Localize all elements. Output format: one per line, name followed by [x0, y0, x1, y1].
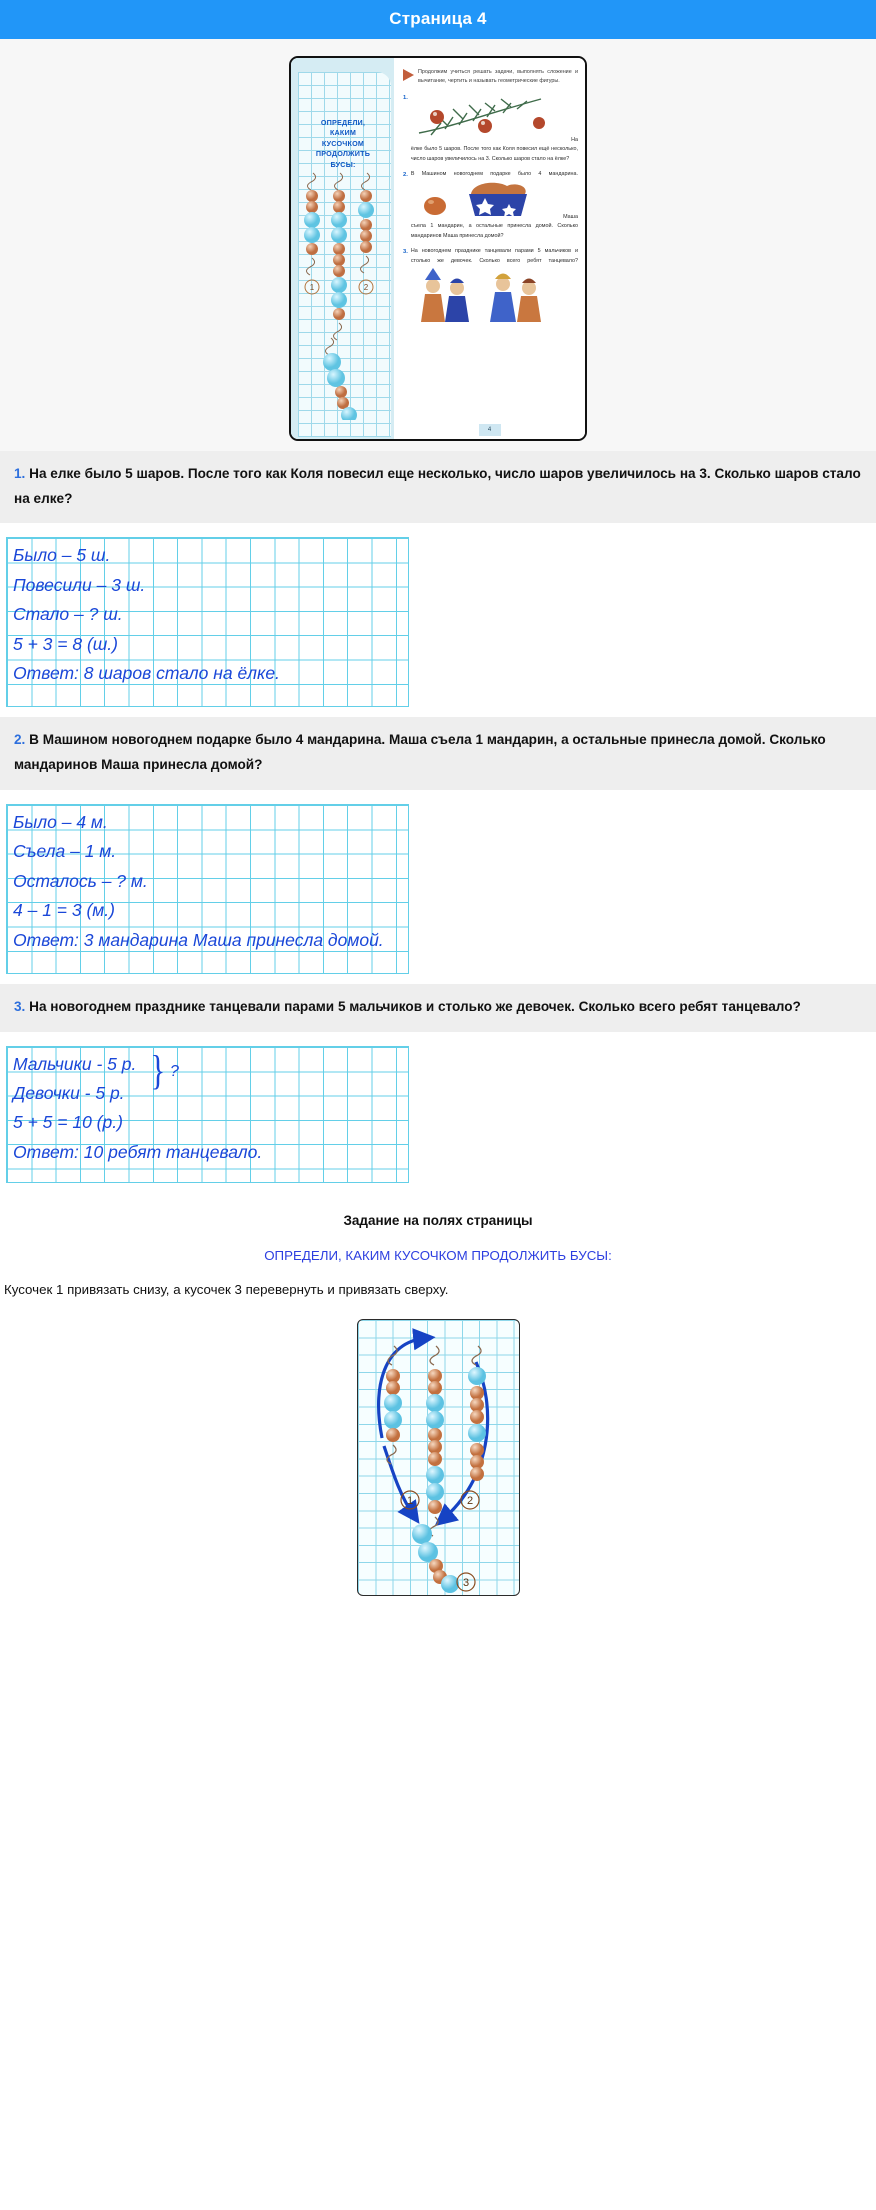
margin-heading-line: КУСОЧКОМ: [321, 138, 365, 148]
margin-heading-line: КАКИМ: [329, 128, 357, 138]
problem-text-3: На новогоднем празднике танцевали парами 5 мальчиков и столько же девочек. Сколько всего ребят танцевало?: [29, 998, 801, 1014]
textbook-text-column: [394, 58, 585, 439]
problem-statement-3: [0, 984, 876, 1032]
beads-illustration: [299, 170, 387, 420]
brace-question-label: ?: [170, 1062, 179, 1080]
gift-bag-picture: [411, 214, 563, 220]
solution-sheet-wrap-1: [0, 523, 876, 717]
page-title: Страница 4: [0, 0, 876, 39]
solution-sheet-3: [6, 1046, 409, 1183]
answer-illustration-wrap: [0, 1297, 876, 1622]
children-dancing-icon: [411, 266, 561, 326]
fir-branch-icon: [411, 93, 561, 141]
christmas-branch-picture: [411, 137, 571, 143]
svg-text:2: 2: [363, 283, 369, 292]
mandarin-and-bag-icon: [411, 180, 551, 218]
margin-heading-line: БУСЫ:: [330, 159, 356, 169]
solution-line: Ответ: 8 шаров стало на ёлке.: [13, 663, 280, 684]
textbook-task-3: 3. На новогоднем празднике танцевали парами 5 мальчиков и столько же девочек. Сколько всего ребят танцевало?: [403, 247, 578, 330]
answer-illustration: [357, 1319, 520, 1596]
solution-line: Повесили – 3 ш.: [13, 574, 146, 595]
solution-line: Стало – ? ш.: [13, 604, 123, 625]
problem-index-3: 3.: [14, 998, 26, 1014]
textbook-task-1: 1. На ёлке было 5 шаров. После того как Коля повесил ещё несколько, число шаров увеличилось на 3. Сколько шаров стало на ёлке?: [403, 94, 578, 162]
problem-statement-2: [0, 717, 876, 789]
solution-line: Осталось – ? м.: [13, 870, 148, 891]
solution-line: Съела – 1 м.: [13, 841, 117, 862]
textbook-task-2: 2. В Машином новогоднем подарке было 4 мандарина. Маша съела 1 мандарин, а остальные принесла домой. Сколько мандаринов Маша принесла домой?: [403, 171, 578, 239]
problem-text-2: В Машином новогоднем подарке было 4 мандарина. Маша съела 1 мандарин, а остальные принесла домой. Сколько мандаринов Маша принесла домой?: [14, 732, 826, 773]
solution-line-braced: Девочки - 5 р.: [13, 1083, 125, 1104]
beads-answer-diagram: [358, 1320, 519, 1595]
solution-line: 5 + 5 = 10 (р.): [13, 1112, 123, 1133]
solution-line: Ответ: 10 ребят танцевало.: [13, 1141, 263, 1162]
margin-task-title: Задание на полях страницы: [343, 1212, 533, 1228]
problem-index-2: 2.: [14, 732, 26, 748]
solution-line: Было – 5 ш.: [13, 545, 111, 566]
solution-line: Было – 4 м.: [13, 811, 108, 832]
margin-task-subtitle: ОПРЕДЕЛИ, КАКИМ КУСОЧКОМ ПРОДОЛЖИТЬ БУСЫ:: [264, 1247, 612, 1263]
margin-heading-line: ПРОДОЛЖИТЬ: [315, 149, 371, 159]
triangle-bullet-icon: [403, 69, 414, 81]
bead-label-1: 1: [406, 1494, 413, 1507]
curly-brace-icon: }: [150, 1046, 166, 1093]
textbook-page-image: [289, 56, 587, 441]
solution-line: 4 – 1 = 3 (м.): [13, 900, 115, 921]
solution-line-braced: Мальчики - 5 р.: [13, 1053, 137, 1074]
solution-sheet-wrap-3: [0, 1032, 876, 1193]
solution-line: 5 + 3 = 8 (ш.): [13, 633, 118, 654]
margin-task-heading: [295, 118, 391, 170]
solution-sheet-1: [6, 537, 409, 707]
bead-label-2: 2: [466, 1494, 473, 1507]
solution-line: Ответ: 3 мандарина Маша принесла домой.: [13, 929, 384, 950]
textbook-intro: Продолжим учиться решать задачи, выполнять сложение и вычитание, чертить и называть геометрические фигуры.: [403, 68, 578, 87]
solution-sheet-2: [6, 804, 409, 974]
problem-index-1: 1.: [14, 466, 26, 481]
dancing-children-picture: [411, 322, 561, 328]
textbook-margin-column: [291, 58, 394, 439]
textbook-page-number: 4: [479, 424, 501, 436]
margin-heading-line: ОПРЕДЕЛИ,: [320, 118, 366, 127]
problem-text-1: На елке было 5 шаров. После того как Коля повесил еще несколько, число шаров увеличилось на 3. Сколько шаров стало на елке?: [14, 466, 861, 506]
bead-label-3: 3: [462, 1576, 469, 1589]
margin-task-note: Кусочек 1 привязать снизу, а кусочек 3 перевернуть и привязать сверху.: [4, 1281, 449, 1297]
textbook-scan-container: [0, 39, 876, 451]
svg-text:1: 1: [309, 283, 315, 292]
problem-statement-1: [0, 451, 876, 523]
solution-sheet-wrap-2: [0, 790, 876, 984]
